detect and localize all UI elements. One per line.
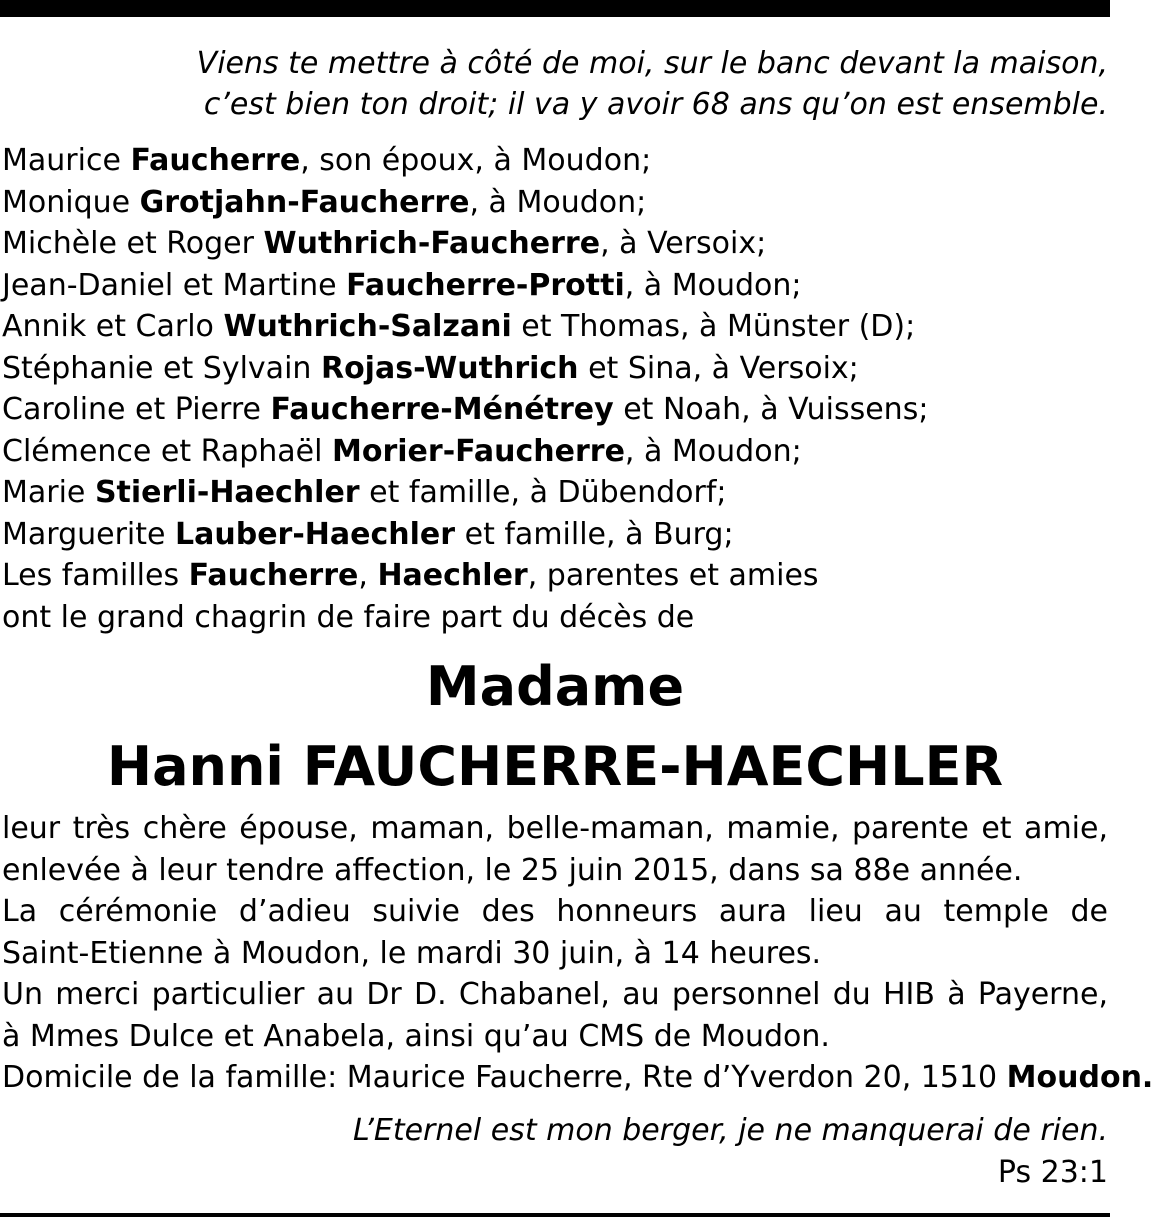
family-surname: Wuthrich-Faucherre bbox=[263, 226, 601, 261]
deceased-name: Hanni FAUCHERRE-HAECHLER bbox=[106, 735, 1004, 798]
family-given-names: Marie bbox=[2, 475, 95, 510]
family-location: , à Versoix; bbox=[600, 226, 767, 261]
body-line: Un merci particulier au Dr D. Chabanel, au personnel du HIB à Payerne, bbox=[2, 977, 1108, 1012]
family-location: , son époux, à Moudon; bbox=[300, 143, 652, 178]
family-location: et Noah, à Vuissens; bbox=[613, 392, 929, 427]
family-location: , à Moudon; bbox=[469, 184, 647, 220]
body-line: à Mmes Dulce et Anabela, ainsi qu’au CMS de Moudon. bbox=[2, 1018, 830, 1054]
family-location: , à Moudon; bbox=[624, 267, 802, 303]
family-given-names: Maurice bbox=[2, 143, 131, 178]
family-given-names: Michèle et Roger bbox=[2, 226, 264, 261]
family-surname: Grotjahn-Faucherre bbox=[139, 184, 470, 220]
family-surname: Stierli-Haechler bbox=[94, 475, 360, 510]
family-given-names: Monique bbox=[2, 184, 140, 220]
domicile-line bbox=[2, 1057, 1153, 1099]
family-given-names: Annik et Carlo bbox=[2, 309, 224, 344]
domicile-town: Moudon. bbox=[1006, 1060, 1153, 1095]
family-given-names: Caroline et Pierre bbox=[2, 392, 271, 427]
body-line: enlevée à leur tendre affection, le 25 juin 2015, dans sa 88e année. bbox=[2, 852, 1023, 888]
opening-verse bbox=[197, 43, 1108, 125]
closing-verse: L’Eternel est mon berger, je ne manquerai de rien. bbox=[353, 1113, 1108, 1148]
families-separator: , bbox=[358, 558, 378, 593]
family-given-names: Clémence et Raphaël bbox=[2, 433, 333, 469]
family-line bbox=[2, 223, 928, 265]
body-line: Saint-Etienne à Moudon, le mardi 30 juin, à 14 heures. bbox=[2, 935, 822, 971]
family-surname: Faucherre bbox=[130, 143, 301, 178]
family-surname: Faucherre-Protti bbox=[346, 267, 625, 303]
family-line bbox=[2, 306, 928, 348]
family-line bbox=[2, 389, 928, 431]
family-location: et Thomas, à Münster (D); bbox=[511, 309, 916, 344]
body-line: La cérémonie d’adieu suivie des honneurs aura lieu au temple de bbox=[2, 894, 1108, 929]
psalm-reference: Ps 23:1 bbox=[997, 1155, 1108, 1190]
deceased-title: Madame bbox=[425, 655, 685, 718]
family-surname: Wuthrich-Salzani bbox=[223, 309, 512, 344]
opening-verse-line: c’est bien ton droit; il va y avoir 68 ans qu’on est ensemble. bbox=[203, 87, 1108, 122]
family-line bbox=[2, 514, 928, 556]
family-given-names: Marguerite bbox=[2, 516, 176, 552]
domicile-address: Domicile de la famille: Maurice Faucherre, Rte d’Yverdon 20, 1510 bbox=[2, 1060, 1007, 1095]
family-surname: Haechler bbox=[377, 558, 528, 593]
family-line bbox=[2, 140, 928, 182]
family-location: et famille, à Burg; bbox=[455, 516, 734, 552]
family-location: et Sina, à Versoix; bbox=[578, 350, 859, 386]
families-suffix: , parentes et amies bbox=[527, 558, 819, 593]
family-line bbox=[2, 431, 928, 473]
opening-verse-line: Viens te mettre à côté de moi, sur le banc devant la maison, bbox=[196, 46, 1108, 81]
family-surname: Faucherre bbox=[188, 558, 359, 593]
obituary-body bbox=[2, 808, 1153, 1099]
family-location: , à Moudon; bbox=[624, 433, 802, 469]
families-prefix: Les familles bbox=[2, 558, 189, 593]
family-line bbox=[2, 265, 928, 307]
family-given-names: Jean-Daniel et Martine bbox=[2, 267, 347, 303]
body-line: leur très chère épouse, maman, belle-maman, mamie, parente et amie, bbox=[2, 811, 1108, 846]
family-line bbox=[2, 472, 928, 514]
family-surname: Faucherre-Ménétrey bbox=[270, 392, 614, 427]
top-rule bbox=[0, 0, 1110, 17]
family-given-names: Stéphanie et Sylvain bbox=[2, 350, 321, 386]
family-line bbox=[2, 348, 928, 390]
family-line bbox=[2, 182, 928, 224]
family-list bbox=[2, 140, 928, 638]
family-surname: Morier-Faucherre bbox=[332, 433, 625, 469]
bottom-rule bbox=[0, 1213, 1110, 1217]
family-surname: Lauber-Haechler bbox=[175, 516, 456, 552]
announcement-line: ont le grand chagrin de faire part du décès de bbox=[2, 599, 695, 635]
family-surname: Rojas-Wuthrich bbox=[320, 350, 579, 386]
family-location: et famille, à Dübendorf; bbox=[359, 475, 727, 510]
families-line bbox=[2, 555, 928, 597]
